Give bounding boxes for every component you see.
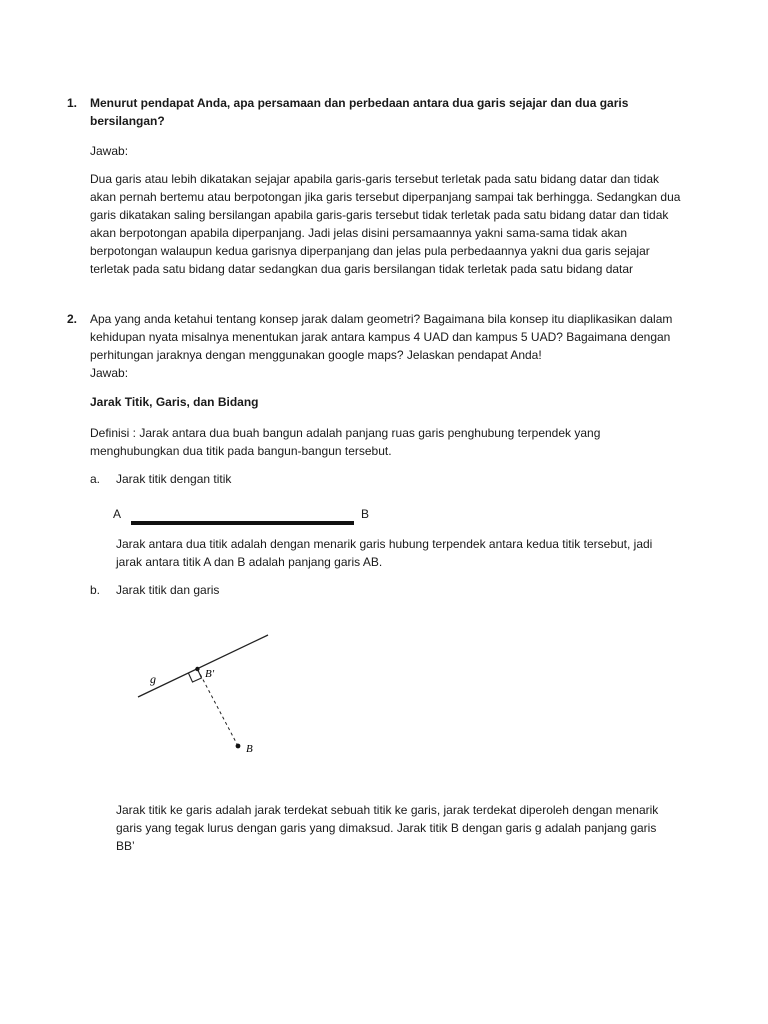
- q1-answer-label: Jawab:: [90, 144, 129, 158]
- definition-text: Definisi : Jarak antara dua buah bangun adalah panjang ruas garis penghubung terpendek yang menghubungkan dua titik pada bangun-bangun tersebut.: [90, 426, 601, 458]
- item-b-title: Jarak titik dan garis: [116, 583, 220, 597]
- point-line-diagram: [130, 625, 290, 765]
- point-b: [236, 744, 241, 749]
- item-a-letter: a.: [90, 472, 101, 486]
- q2-number: 2.: [67, 312, 78, 326]
- item-b-text: Jarak titik ke garis adalah jarak terdekat sebuah titik ke garis, jarak terdekat diperoleh dengan menarik garis yang tegak lurus dengan garis yang dimaksud. Jarak titik B dengan garis g adalah panjang garis BB’: [116, 803, 659, 853]
- label-b: B: [246, 743, 253, 755]
- perpendicular-bb-prime: [197, 669, 238, 746]
- label-b-prime: B′: [205, 668, 215, 680]
- q2-question: Apa yang anda ketahui tentang konsep jarak dalam geometri? Bagaimana bila konsep itu diaplikasikan dalam kehidupan nyata misalnya menentukan jarak antara kampus 4 UAD dan kampus 5 UAD? Bagaimana dengan perhitungan jaraknya dengan menggunakan google maps? Jelaskan pendapat Anda!: [90, 312, 673, 362]
- label-g: g: [150, 672, 156, 686]
- section-heading: Jarak Titik, Garis, dan Bidang: [90, 395, 259, 409]
- item-a-text: Jarak antara dua titik adalah dengan menarik garis hubung terpendek antara kedua titik tersebut, jadi jarak antara titik A dan B adalah panjang garis AB.: [116, 537, 653, 569]
- q1-question: Menurut pendapat Anda, apa persamaan dan perbedaan antara dua garis sejajar dan dua garis bersilangan?: [90, 96, 629, 128]
- segment-ab: [131, 521, 354, 525]
- q1-answer: Dua garis atau lebih dikatakan sejajar apabila garis-garis tersebut terletak pada satu bidang datar dan tidak akan pernah bertemu atau berpotongan jika garis tersebut diperpanjang sampai tak berhingga. Sedangkan dua garis dikatakan saling bersilangan apabila garis-garis tersebut tidak terletak pada satu bidang datar dan tidak akan berpotongan apabila diperpanjang. Jadi jelas disini persamaannya yakni sama-sama tidak akan berpotongan walaupun kedua garisnya diperpanjang dan jelas pula perbedaannya yakni dua garis sejajar terletak pada satu bidang datar sedangkan dua garis bersilangan tidak terletak pada satu bidang datar: [90, 172, 681, 276]
- q1-number: 1.: [67, 96, 78, 110]
- right-angle-marker: [188, 669, 201, 682]
- line-g: [138, 635, 268, 697]
- point-a-label: A: [113, 507, 122, 521]
- q2-answer-label: Jawab:: [90, 366, 129, 380]
- item-b-letter: b.: [90, 583, 101, 597]
- point-b-label: B: [361, 507, 370, 521]
- item-a-title: Jarak titik dengan titik: [116, 472, 232, 486]
